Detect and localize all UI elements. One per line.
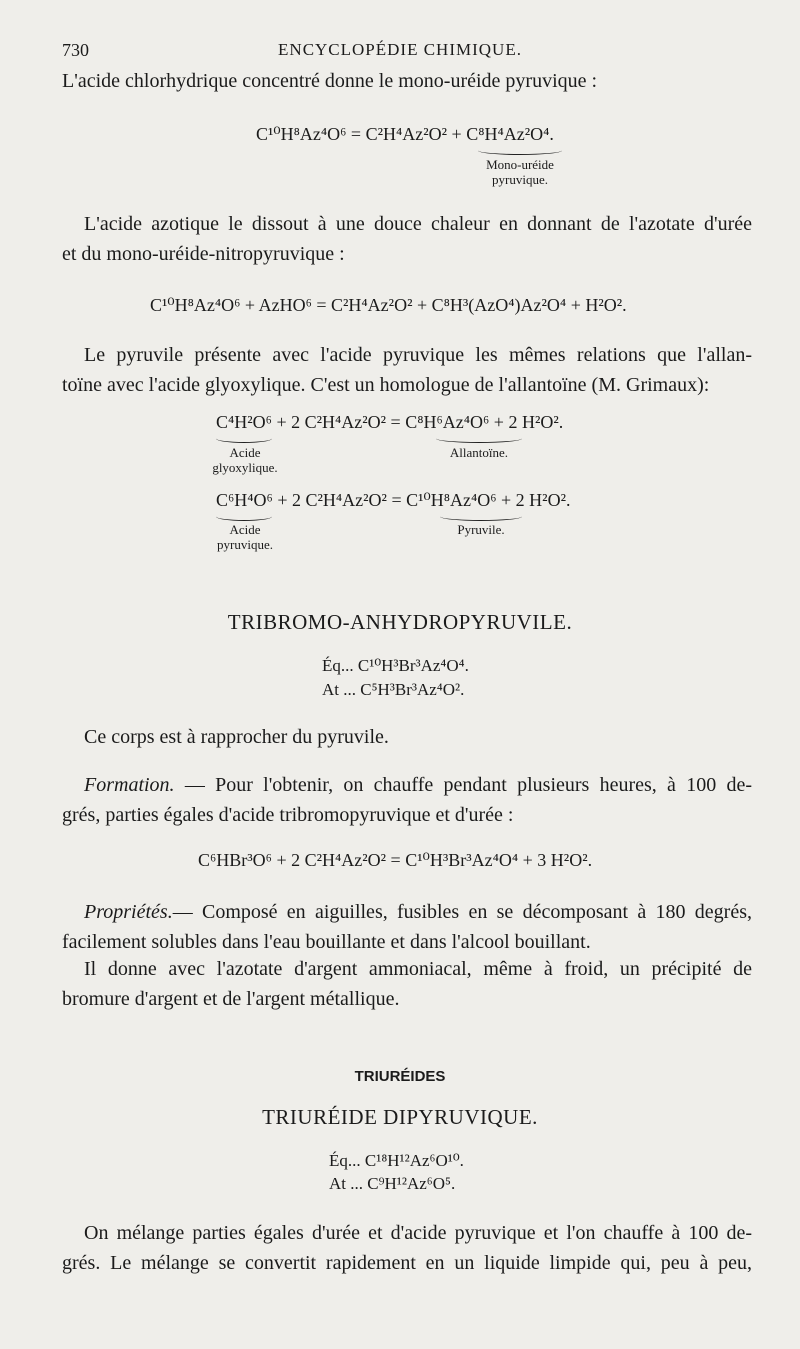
caption-allantoine: Allantoïne.	[449, 445, 509, 460]
paragraph-rapprocher: Ce corps est à rapprocher du pyruvile.	[84, 726, 389, 748]
equation-3: C⁴H²O⁶ + 2 C²H⁴Az²O² = C⁸H⁶Az⁴O⁶ + 2 H²O².	[216, 412, 564, 432]
formula-at-tribromo: At ... C⁵H³Br³Az⁴O².	[322, 680, 465, 699]
caption-mono-ureide: Mono-uréide pyruvique.	[486, 157, 554, 187]
brace-pyruvile	[440, 512, 522, 521]
running-title: ENCYCLOPÉDIE CHIMIQUE.	[278, 40, 522, 59]
paragraph-argent-line2: bromure d'argent et de l'argent métallique.	[62, 988, 400, 1010]
formula-eq-tribromo: Éq... C¹⁰H³Br³Az⁴O⁴.	[322, 656, 469, 675]
section-title-tribromo: TRIBROMO-ANHYDROPYRUVILE.	[227, 610, 573, 634]
paragraph-azotique-line2: et du mono-uréide-nitropyruvique :	[62, 243, 345, 265]
paragraph-proprietes-line2: facilement solubles dans l'eau bouillante et dans l'alcool bouillant.	[62, 931, 591, 953]
paragraph-final-line1: On mélange parties égales d'urée et d'acide pyruvique et l'on chauffe à 100 de-	[84, 1222, 752, 1244]
caption-acide-pyruvique: Acide pyruvique.	[217, 522, 273, 552]
paragraph-formation-line2: grés, parties égales d'acide tribromopyruvique et d'urée :	[62, 804, 514, 826]
section-title-triureide-dipyruvique: TRIURÉIDE DIPYRUVIQUE.	[262, 1105, 538, 1129]
brace-mono-ureide	[478, 146, 562, 155]
equation-4: C⁶H⁴O⁶ + 2 C²H⁴Az²O² = C¹⁰H⁸Az⁴O⁶ + 2 H²O².	[216, 490, 571, 510]
page-number: 730	[62, 40, 89, 60]
equation-1: C¹⁰H⁸Az⁴O⁶ = C²H⁴Az²O² + C⁸H⁴Az²O⁴.	[256, 124, 554, 144]
paragraph-proprietes-line1: Propriétés.— Composé en aiguilles, fusibles en se décomposant à 180 degrés,	[84, 901, 752, 923]
formula-eq-triureide: Éq... C¹⁸H¹²Az⁶O¹⁰.	[329, 1151, 464, 1170]
brace-acide-pyruvique	[216, 512, 272, 521]
equation-2: C¹⁰H⁸Az⁴O⁶ + AzHO⁶ = C²H⁴Az²O² + C⁸H³(AzO⁴)Az²O⁴ + H²O².	[150, 295, 627, 315]
equation-5: C⁶HBr³O⁶ + 2 C²H⁴Az²O² = C¹⁰H³Br³Az⁴O⁴ + 3 H²O².	[198, 850, 593, 870]
paragraph-argent-line1: Il donne avec l'azotate d'argent ammoniacal, même à froid, un précipité de	[84, 958, 752, 980]
brace-allantoine	[436, 434, 522, 443]
caption-pyruvile: Pyruvile.	[457, 522, 505, 537]
paragraph-formation-line1: Formation. — Pour l'obtenir, on chauffe pendant plusieurs heures, à 100 de-	[84, 774, 752, 796]
paragraph-pyruvile-line2: toïne avec l'acide glyoxylique. C'est un homologue de l'allantoïne (M. Grimaux):	[62, 374, 710, 396]
paragraph-pyruvile-line1: Le pyruvile présente avec l'acide pyruvique les mêmes relations que l'allan-	[84, 344, 752, 366]
intro-paragraph: L'acide chlorhydrique concentré donne le mono-uréide pyruvique :	[62, 70, 598, 92]
caption-acide-glyoxylique: Acide glyoxylique.	[212, 445, 278, 475]
group-title-triureides: TRIURÉIDES	[354, 1068, 446, 1085]
formula-at-triureide: At ... C⁹H¹²Az⁶O⁵.	[329, 1174, 456, 1193]
paragraph-final-line2: grés. Le mélange se convertit rapidement en un liquide limpide qui, peu à peu,	[62, 1252, 752, 1274]
paragraph-azotique-line1: L'acide azotique le dissout à une douce chaleur en donnant de l'azotate d'urée	[84, 213, 752, 235]
brace-acide-glyoxylique	[216, 434, 272, 443]
